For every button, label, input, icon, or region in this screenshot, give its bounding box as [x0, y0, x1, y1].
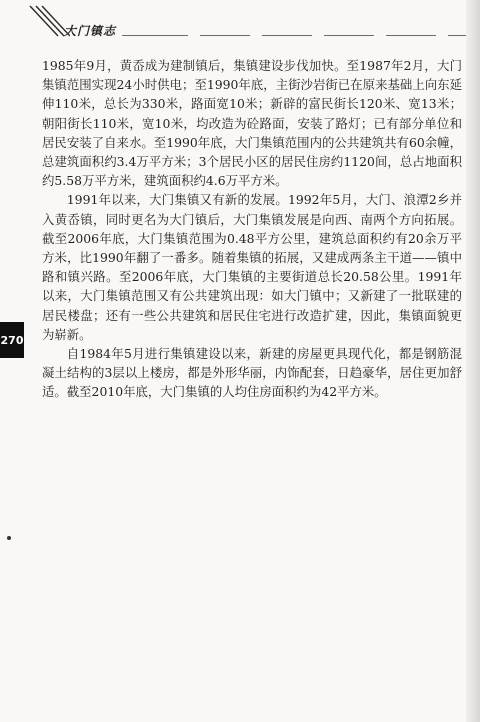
- header-rule-gap: [188, 32, 200, 38]
- paragraph: 自1984年5月进行集镇建设以来，新建的房屋更具现代化，都是钢筋混凝土结构的3层以上楼房，都是外形华丽，内饰配套，日趋豪华，居住更加舒适。截至2010年底，大门集镇的人均住房面积约为42平方米。: [42, 346, 462, 400]
- header-rule-gap: [436, 32, 448, 38]
- header-rule: [122, 35, 466, 36]
- body-text: [42, 56, 462, 402]
- header-rule-gap: [374, 32, 386, 38]
- page-edge: [466, 0, 480, 722]
- paragraph: 1991年以来，大门集镇又有新的发展。1992年5月，大门、浪潭2乡并入黄岙镇，同时更名为大门镇后，大门集镇发展是向西、南两个方向拓展。截至2006年底，大门集镇范围为0.48平方公里，建筑总面积约有20余万平方米，比1990年翻了一番多。随着集镇的拓展，又建成两条主干道——镇中路和镇兴路。至2006年底，大门集镇的主要街道总长20.58公里。1991年以来，大门集镇范围又有公共建筑出现：如大门镇中；又新建了一批联建的居民楼盘；还有一些公共建筑和居民住宅进行改造扩建，因此，集镇面貌更为崭新。: [42, 192, 462, 342]
- header-slash-ornament: [0, 0, 70, 48]
- margin-dot: [7, 536, 11, 540]
- header-title: 大门镇志: [64, 24, 117, 38]
- paragraph: 1985年9月，黄岙成为建制镇后，集镇建设步伐加快。至1987年2月，大门集镇范围实现24小时供电；至1990年底，主街沙岩街已在原来基础上向东延伸110米，总长为330米，路面宽10米；新辟的富民街长120米、宽13米；朝阳街长110米，宽10米，均改造为砼路面，安装了路灯；已有部分单位和居民安装了自来水。至1990年底，大门集镇范围内的公共建筑共有60余幢，总建筑面积约3.4万平方米；3个居民小区的居民住房约1120间，总占地面积约5.58万平方米，建筑面积约4.6万平方米。: [42, 58, 462, 189]
- running-header: [0, 0, 466, 48]
- header-rule-gap: [312, 32, 324, 38]
- page-number-tab: 270: [0, 322, 24, 358]
- header-rule-gap: [250, 32, 262, 38]
